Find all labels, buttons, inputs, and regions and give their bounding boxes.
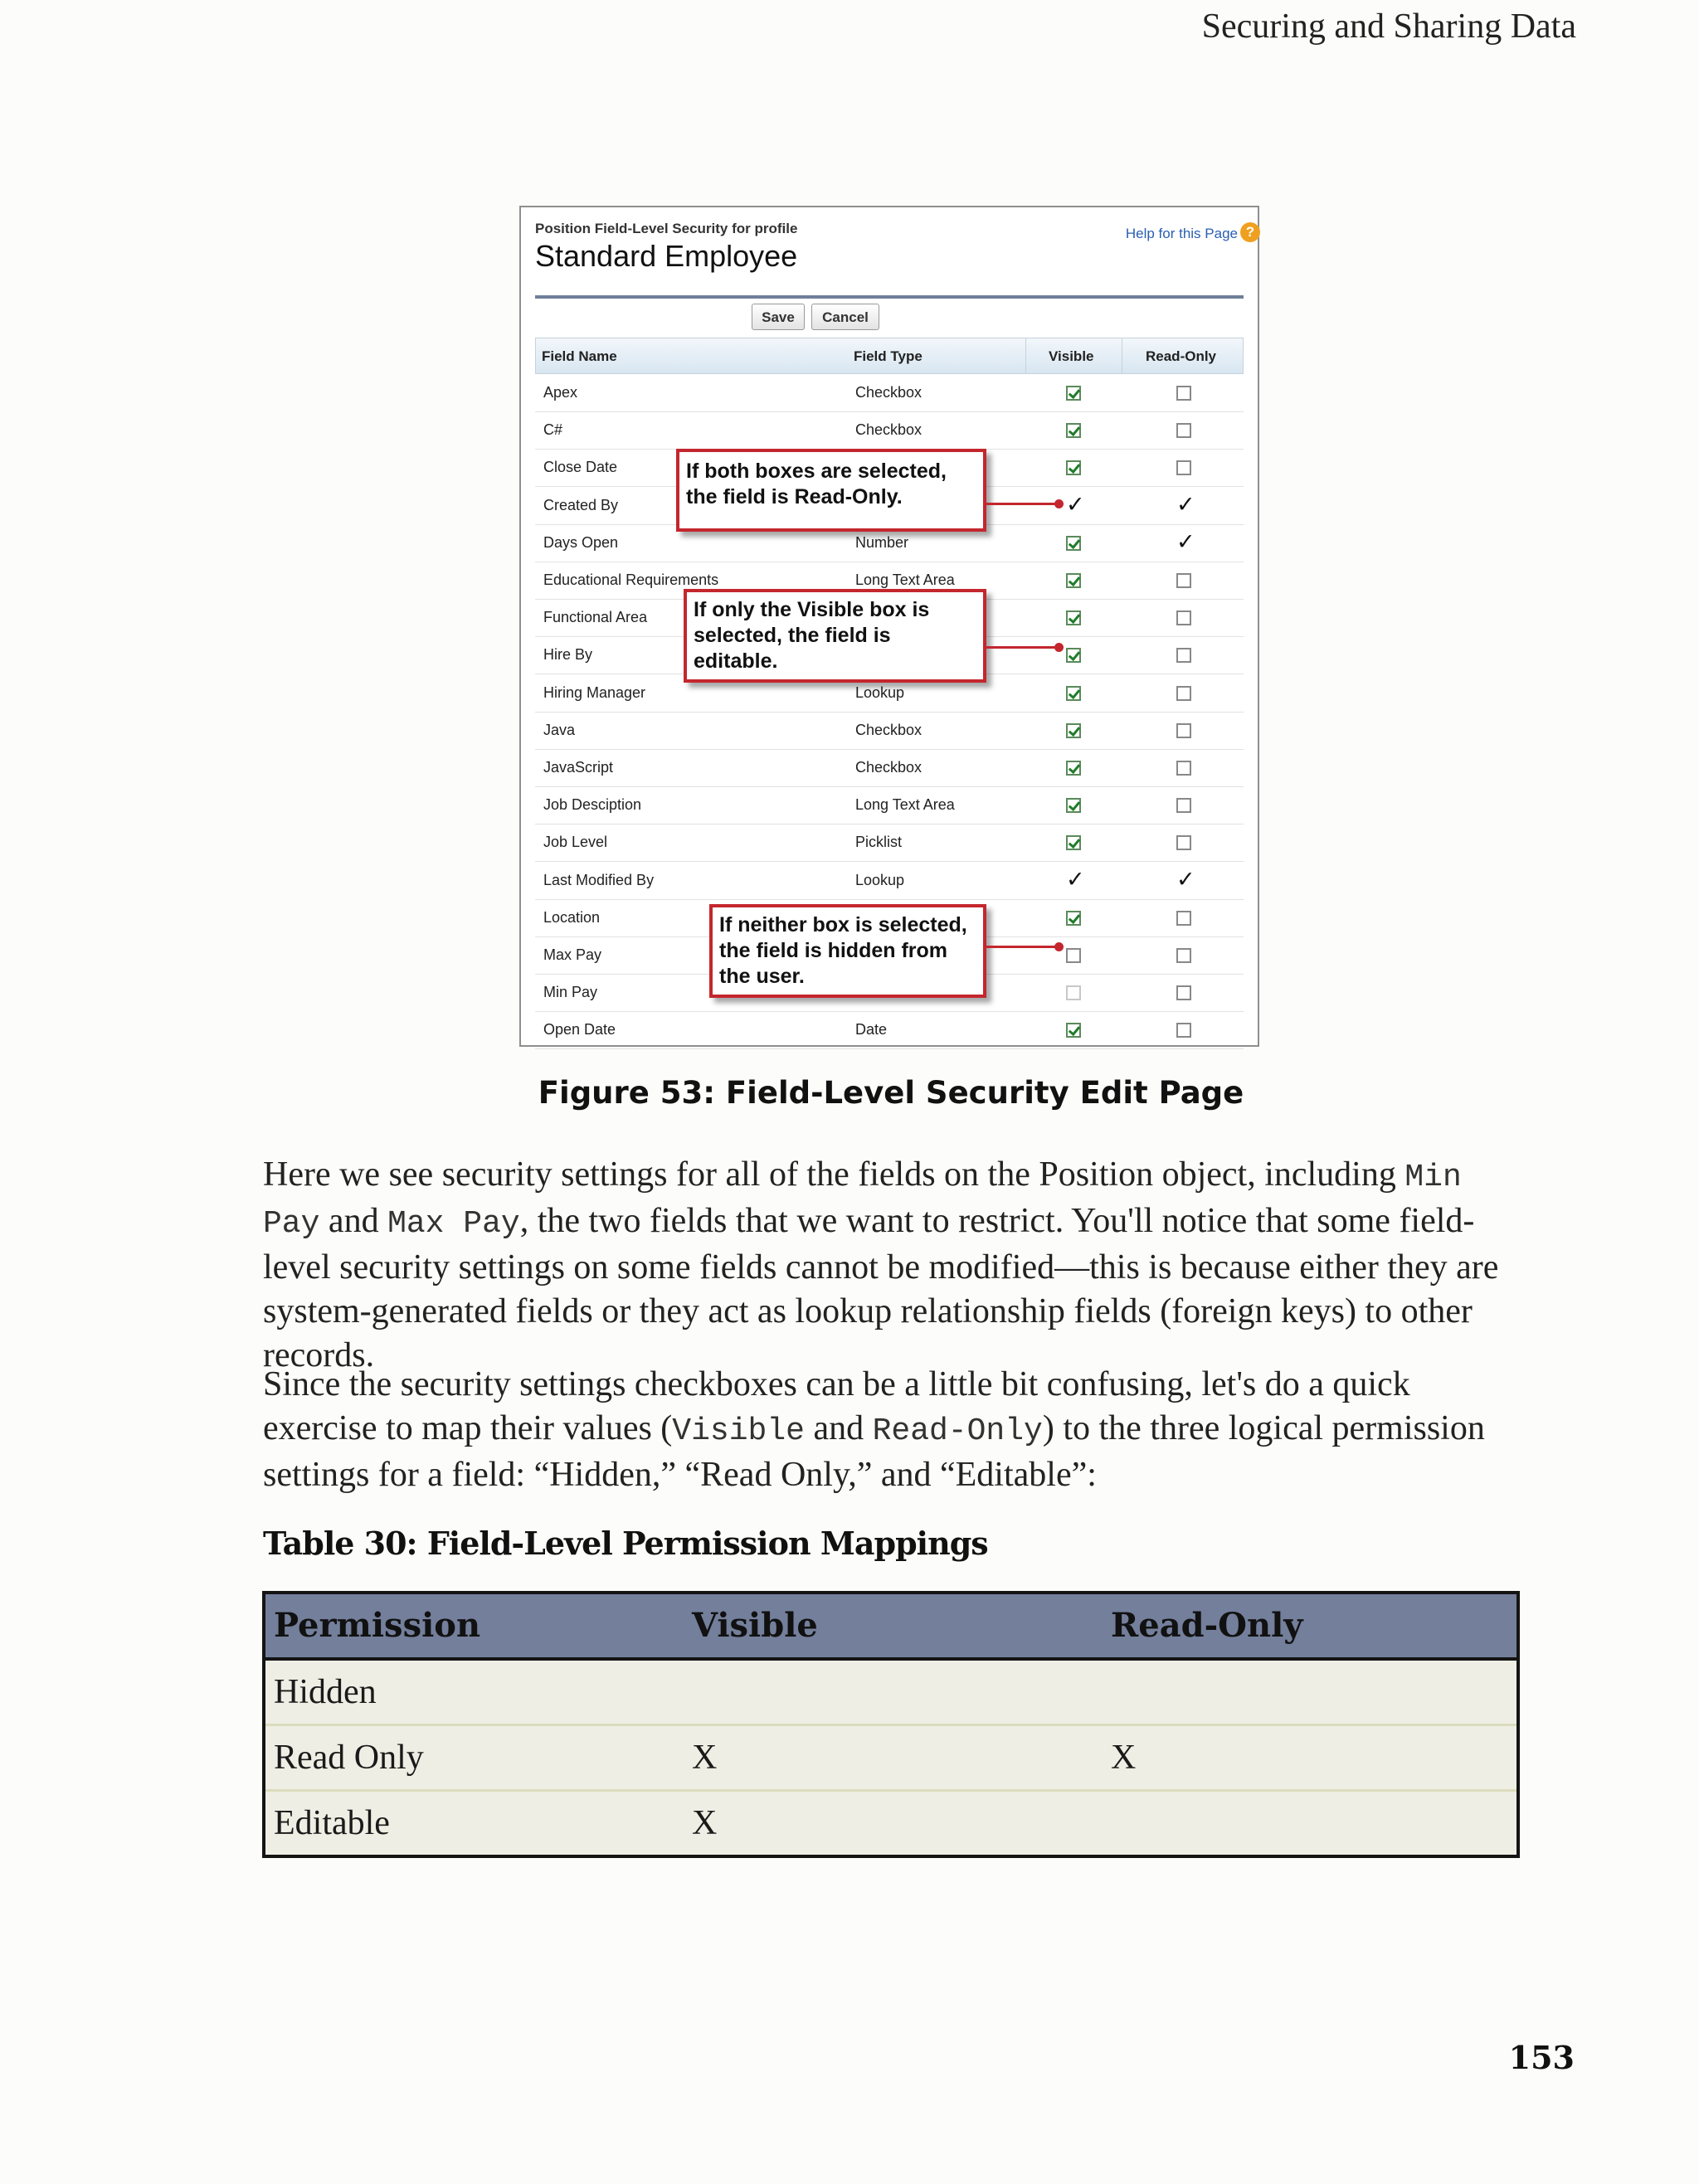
field-type: Checkbox <box>855 759 923 776</box>
visible-checkbox[interactable] <box>1066 573 1081 588</box>
profile-title: Standard Employee <box>535 239 798 273</box>
help-link[interactable] <box>1125 224 1255 242</box>
read-only-checkbox[interactable] <box>1176 460 1191 475</box>
field-name: Days Open <box>543 533 619 551</box>
read-only-checkbox[interactable] <box>1176 648 1191 663</box>
header-rule <box>535 295 1244 299</box>
field-type: Lookup <box>855 683 905 701</box>
field-row <box>535 786 1244 824</box>
grid-header <box>535 338 1244 374</box>
visible-checkbox[interactable] <box>1066 648 1081 663</box>
field-name: Java <box>543 721 576 738</box>
field-type: Checkbox <box>855 384 923 401</box>
visible-checkbox[interactable] <box>1066 423 1081 438</box>
field-name: Functional Area <box>543 609 648 626</box>
read-only-checkbox[interactable] <box>1176 948 1191 963</box>
field-row <box>535 374 1244 412</box>
field-name: Educational Requirements <box>543 572 719 588</box>
table-header-read-only: Read-Only <box>1111 1606 1303 1645</box>
visible-checkbox[interactable] <box>1066 948 1081 963</box>
read-only-checkbox[interactable] <box>1176 835 1191 850</box>
field-type: Date <box>855 1021 888 1038</box>
callout-editable: If only the Visible box is selected, the field is editable. <box>684 589 986 683</box>
save-button[interactable]: Save <box>752 304 805 330</box>
field-name: Open Date <box>543 1021 616 1038</box>
field-type: Number <box>855 533 909 551</box>
visible-fixed-check-icon: ✓ <box>1066 866 1085 893</box>
field-row <box>535 411 1244 450</box>
field-row <box>535 749 1244 787</box>
permission-mappings-table <box>262 1591 1520 1858</box>
help-icon[interactable]: ? <box>1240 222 1260 242</box>
field-name: Location <box>543 908 601 926</box>
table-row <box>265 1792 1516 1855</box>
visible-fixed-check-icon: ✓ <box>1066 491 1085 518</box>
visible-checkbox[interactable] <box>1066 386 1081 401</box>
table-header-visible: Visible <box>692 1606 818 1645</box>
callout-read-only: If both boxes are selected, the field is Read-Only. <box>676 449 986 532</box>
field-name: Hiring Manager <box>543 683 646 701</box>
field-type: Checkbox <box>855 421 923 439</box>
visible-checkbox[interactable] <box>1066 610 1081 625</box>
column-visible: Visible <box>1049 348 1094 364</box>
table-row <box>265 1726 1516 1792</box>
table-cell: X <box>692 1739 718 1777</box>
callout-read-only-leader <box>986 503 1059 505</box>
table-cell: X <box>692 1804 718 1842</box>
visible-checkbox[interactable] <box>1066 1023 1081 1038</box>
field-name: Min Pay <box>543 984 598 1001</box>
field-row <box>535 862 1244 900</box>
visible-checkbox[interactable] <box>1066 911 1081 926</box>
table-header-permission: Permission <box>274 1606 481 1645</box>
running-head: Securing and Sharing Data <box>1201 7 1576 46</box>
table-cell: Read Only <box>274 1739 424 1777</box>
field-type: Checkbox <box>855 721 923 738</box>
visible-checkbox[interactable] <box>1066 536 1081 551</box>
field-name: C# <box>543 421 563 439</box>
field-row <box>535 712 1244 750</box>
read-only-checkbox[interactable] <box>1176 723 1191 738</box>
visible-checkbox <box>1066 985 1081 1000</box>
field-name: Created By <box>543 496 619 513</box>
visible-checkbox[interactable] <box>1066 686 1081 701</box>
field-type: Long Text Area <box>855 796 955 814</box>
cancel-button[interactable]: Cancel <box>811 304 879 330</box>
read-only-checkbox[interactable] <box>1176 911 1191 926</box>
field-name: Hire By <box>543 646 593 664</box>
body-paragraph-1: Here we see security settings for all of the fields on the Position object, including Min Pay and Max Pay, the two fields that we want to restrict. You'll notice that some field-level security settings on some fields cannot be modified—this is because either they are system-generated fields or they act as lookup relationship fields (foreign keys) to other records. <box>263 1155 1499 1374</box>
read-only-checkbox[interactable] <box>1176 761 1191 776</box>
visible-checkbox[interactable] <box>1066 723 1081 738</box>
visible-checkbox[interactable] <box>1066 761 1081 776</box>
table-cell: Hidden <box>274 1673 377 1711</box>
column-field-name: Field Name <box>542 348 617 364</box>
field-name: Max Pay <box>543 946 602 963</box>
page-number: 153 <box>1508 2039 1575 2076</box>
callout-editable-leader <box>986 646 1059 649</box>
table-cell: X <box>1111 1739 1137 1777</box>
read-only-checkbox[interactable] <box>1176 1023 1191 1038</box>
read-only-fixed-check-icon: ✓ <box>1176 528 1195 555</box>
column-field-type: Field Type <box>854 348 923 364</box>
field-row <box>535 824 1244 862</box>
table-cell: Editable <box>274 1804 390 1842</box>
field-row <box>535 1011 1244 1049</box>
read-only-fixed-check-icon: ✓ <box>1176 491 1195 518</box>
read-only-checkbox[interactable] <box>1176 985 1191 1000</box>
field-name: Close Date <box>543 459 618 476</box>
field-name: Last Modified By <box>543 871 655 888</box>
column-read-only: Read-Only <box>1146 348 1217 364</box>
callout-hidden: If neither box is selected, the field is hidden from the user. <box>709 904 986 998</box>
visible-checkbox[interactable] <box>1066 835 1081 850</box>
read-only-fixed-check-icon: ✓ <box>1176 866 1195 893</box>
callout-hidden-leader <box>986 946 1059 948</box>
read-only-checkbox[interactable] <box>1176 423 1191 438</box>
visible-checkbox[interactable] <box>1066 460 1081 475</box>
field-type: Long Text Area <box>855 572 955 588</box>
field-type: Picklist <box>855 834 903 851</box>
read-only-checkbox[interactable] <box>1176 573 1191 588</box>
table-row <box>265 1661 1516 1726</box>
read-only-checkbox[interactable] <box>1176 610 1191 625</box>
field-name: JavaScript <box>543 759 614 776</box>
field-type: Lookup <box>855 871 905 888</box>
field-name: Job Desciption <box>543 796 642 814</box>
visible-checkbox[interactable] <box>1066 798 1081 813</box>
read-only-checkbox[interactable] <box>1176 386 1191 401</box>
field-name: Job Level <box>543 834 608 851</box>
read-only-checkbox[interactable] <box>1176 686 1191 701</box>
table-header-row <box>265 1594 1516 1661</box>
read-only-checkbox[interactable] <box>1176 798 1191 813</box>
table-title: Table 30: Field-Level Permission Mappings <box>263 1525 988 1562</box>
field-name: Apex <box>543 384 578 401</box>
profile-subtitle: Position Field-Level Security for profile <box>535 221 798 236</box>
help-link-label[interactable]: Help for this Page <box>1125 226 1238 241</box>
body-paragraph-2: Since the security settings checkboxes can be a little bit confusing, let's do a quick exercise to map their values (Visible and Read-Only) to the three logical permission settings for a field: “Hidden,” “Read Only,” and “Editable”: <box>263 1365 1485 1494</box>
figure-caption: Figure 53: Field-Level Security Edit Page <box>538 1075 1244 1111</box>
